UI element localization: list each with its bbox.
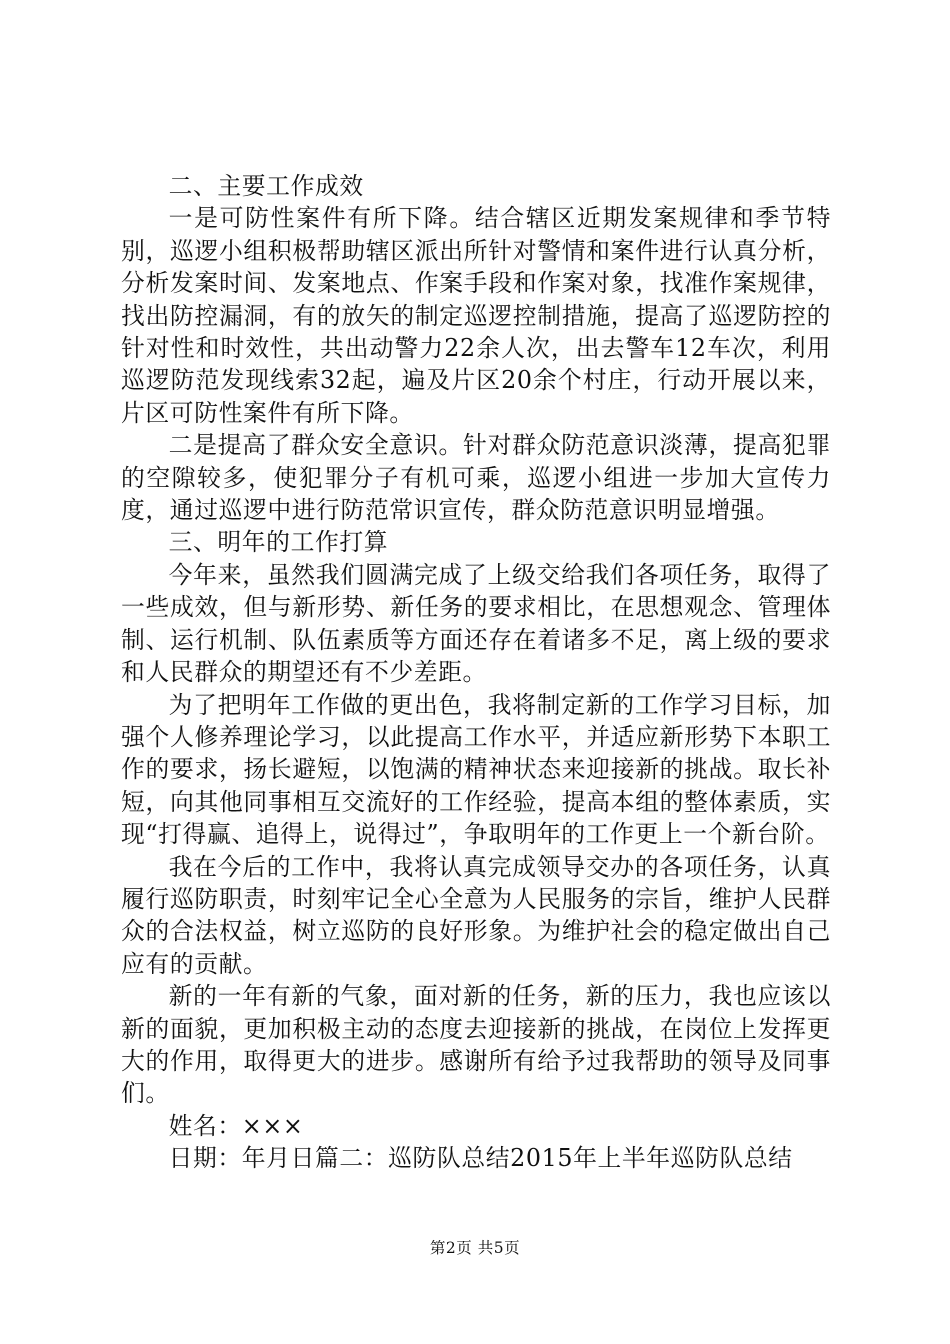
paragraph-commitment: 我在今后的工作中，我将认真完成领导交办的各项任务，认真履行巡防职责，时刻牢记全心全意为人民服务的宗旨，维护人民群众的合法权益，树立巡防的良好形象。为维护社会的稳定做出自己应有的贡献。 <box>121 852 831 978</box>
paragraph-safety-awareness: 二是提高了群众安全意识。针对群众防范意识淡薄，提高犯罪的空隙较多，使犯罪分子有机可乘，巡逻小组进一步加大宣传力度，通过巡逻中进行防范常识宣传，群众防范意识明显增强。 <box>121 431 831 525</box>
signature-name: 姓名：××× <box>168 1111 304 1140</box>
paragraph-thanks: 新的一年有新的气象，面对新的任务，新的压力，我也应该以新的面貌，更加积极主动的态度去迎接新的挑战，在岗位上发挥更大的作用，取得更大的进步。感谢所有给予过我帮助的领导及同事们。 <box>121 982 831 1108</box>
paragraph-shortcomings: 今年来，虽然我们圆满完成了上级交给我们各项任务，取得了一些成效，但与新形势、新任务的要求相比，在思想观念、管理体制、运行机制、队伍素质等方面还存在着诸多不足，离上级的要求和人民群众的期望还有不少差距。 <box>121 560 831 687</box>
section-heading-achievements: 二、主要工作成效 <box>168 172 364 200</box>
section-heading-next-year: 三、明年的工作打算 <box>168 528 389 557</box>
paragraph-goals: 为了把明年工作做的更出色，我将制定新的工作学习目标，加强个人修养理论学习，以此提高工作水平，并适应新形势下本职工作的要求，扬长避短，以饱满的精神状态来迎接新的挑战。取长补短，向其他同事相互交流好的工作经验，提高本组的整体素质，实现“打得赢、追得上，说得过”，争取明年的工作更上一个新台阶。 <box>121 690 831 849</box>
paragraph-case-reduction: 一是可防性案件有所下降。结合辖区近期发案规律和季节特别，巡逻小组积极帮助辖区派出所针对警情和案件进行认真分析，分析发案时间、发案地点、作案手段和作案对象，找准作案规律，找出防控漏洞，有的放矢的制定巡逻控制措施，提高了巡逻防控的针对性和时效性，共出动警力22余人次，出去警车12车次，利用巡逻防范发现线索32起，遍及片区20余个村庄，行动开展以来，片区可防性案件有所下降。 <box>121 204 831 427</box>
signature-date: 日期：年月日篇二：巡防队总结2015年上半年巡防队总结 <box>168 1144 793 1173</box>
document-body <box>121 170 831 1175</box>
page-number: 第2页 共5页 <box>429 1239 521 1257</box>
